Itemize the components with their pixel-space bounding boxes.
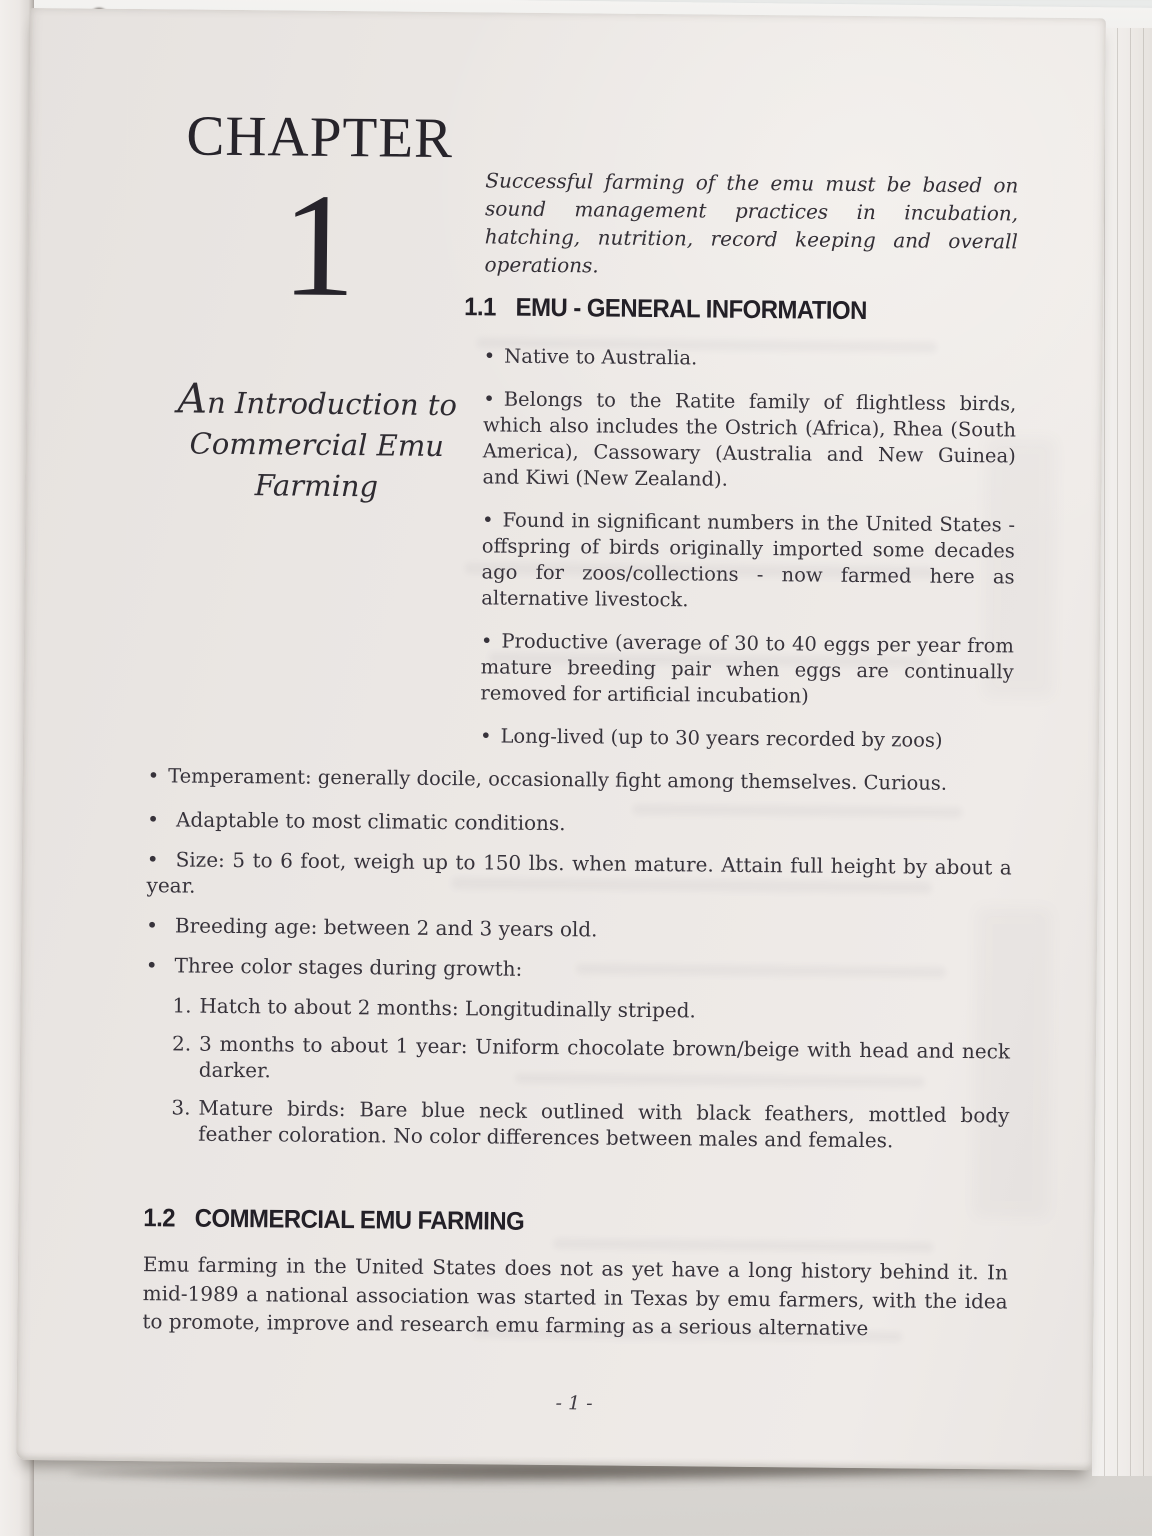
chapter-lede: Successful farming of the emu must be based on sound management practices in incubation, hatching, nutrition, record keeping and overall operations. [484, 168, 1019, 278]
item-number: 1. [172, 993, 192, 1018]
item-text: Mature birds: Bare blue neck outlined with black feathers, mottled body feather coloration. No color differences between males and females. [198, 1095, 1010, 1153]
bleed-through-artifact [973, 907, 1051, 1218]
numbered-item [171, 1094, 1009, 1154]
page-number: - 1 - [555, 1391, 593, 1414]
section-number: 1.1 [464, 293, 496, 322]
bullet-item: • Long-lived (up to 30 years recorded by zoos) [148, 720, 1013, 754]
chapter-label: CHAPTER [186, 104, 454, 171]
section-paragraph: Emu farming in the United States does not as yet have a long history behind it. In mid-1989 a national association was started in Texas by emu farmers, with the idea to promote, improve and research emu farming as a serious alternative [142, 1252, 1009, 1341]
numbered-item [172, 992, 1010, 1026]
bullet-item: • Three color stages during growth: [146, 952, 1011, 986]
bullet-item: • Native to Australia. [152, 340, 1017, 374]
bullet-item: • Breeding age: between 2 and 3 years old. [146, 912, 1011, 946]
chapter-number: 1 [280, 163, 357, 329]
section-heading-1-2 [143, 1204, 956, 1244]
bullet-item: • Belongs to the Ratite family of flightless birds, which also includes the Ostrich (Africa), Rhea (South America), Cassowary (Australia and New Guinea) and Kiwi (New Zealand). [150, 383, 1016, 495]
item-text: Hatch to about 2 months: Longitudinally striped. [199, 993, 696, 1023]
section-title: COMMERCIAL EMU FARMING [194, 1204, 525, 1236]
chapter-title: An Introduction to Commercial Emu Farming [177, 374, 458, 504]
section-title: EMU - GENERAL INFORMATION [515, 293, 867, 326]
item-number: 2. [171, 1031, 192, 1056]
bullet-item: • Temperament: generally docile, occasionally fight among themselves. Curious. [148, 763, 1013, 797]
item-number: 3. [171, 1095, 191, 1120]
bullet-item: • Found in significant numbers in the United States - offspring of birds originally imported some decades ago for zoos/collections - now farmed here as alternative livestock. [149, 504, 1015, 616]
bullet-item: • Size: 5 to 6 foot, weigh up to 150 lbs. when mature. Attain full height by about a year. [146, 846, 1011, 906]
item-text: 3 months to about 1 year: Uniform chocolate brown/beige with head and neck darker. [198, 1031, 1011, 1083]
bullet-item: • Productive (average of 30 to 40 eggs per year from mature breeding pair when eggs are continually removed for artificial incubation) [148, 625, 1014, 711]
bleed-through-artifact [983, 437, 1055, 698]
bullet-item: • Adaptable to most climatic conditions. [147, 806, 1012, 840]
book-page [16, 8, 1106, 1470]
section-number: 1.2 [143, 1204, 176, 1233]
chapter-block [148, 101, 486, 762]
